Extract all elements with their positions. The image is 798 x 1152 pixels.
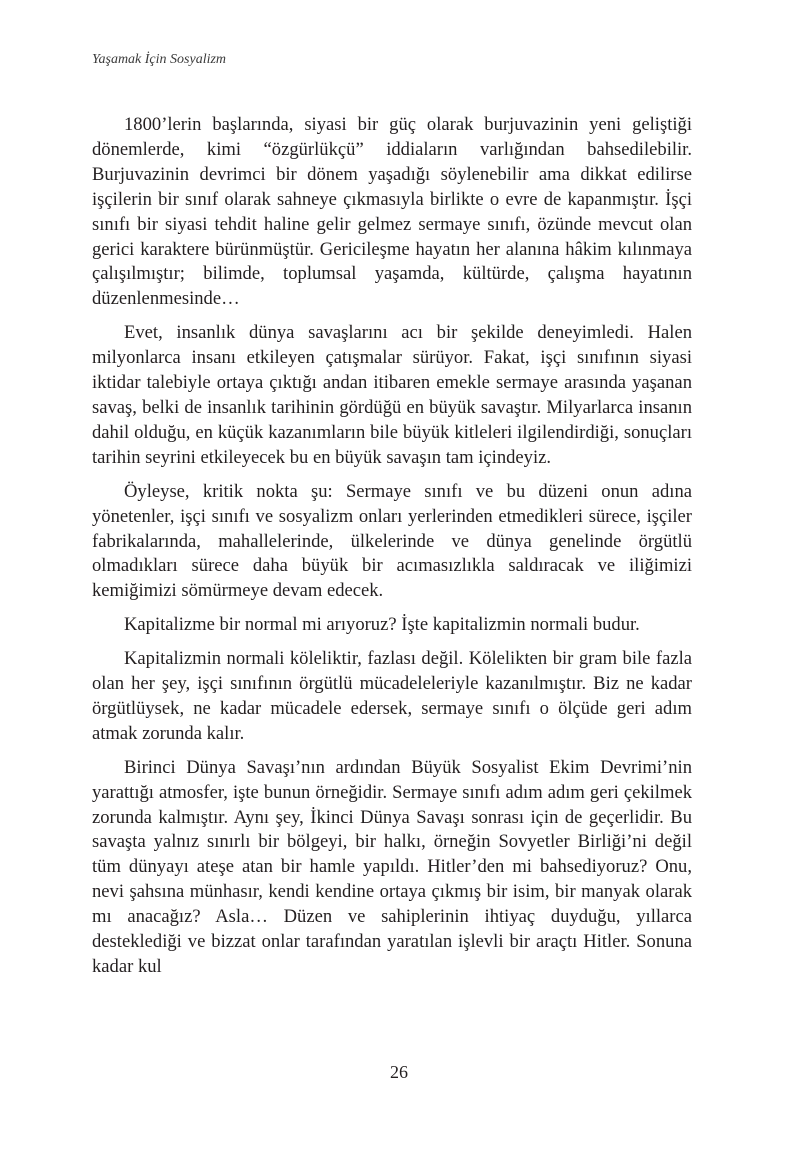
body-text	[92, 113, 692, 989]
paragraph-1: 1800’lerin başlarında, siyasi bir güç olarak burjuvazinin yeni geliştiği dönemlerde, kimi “özgürlükçü” iddiaların varlığından bahsedilebilir. Burjuvazinin devrimci bir dönem yaşadığı söylenebilir ama dikkat edilirse işçilerin bir sınıf olarak sahneye çıkmasıyla birlikte o evre de kapanmıştır. İşçi sınıfı bir siyasi tehdit haline gelir gelmez sermaye sınıfı, özünde mevcut olan gerici karaktere bürünmüştür. Gericileşme hayatın her alanına hâkim kılınmaya çalışılmıştır; bilimde, toplumsal yaşamda, kültürde, çalışma hayatının düzenlenmesinde…	[92, 114, 692, 310]
paragraph-2: Evet, insanlık dünya savaşlarını acı bir şekilde deneyimledi. Halen milyonlarca insanı etkileyen çatışmalar sürüyor. Fakat, işçi sınıfının siyasi iktidar talebiyle ortaya çıktığı andan itibaren emekle sermaye arasında yaşanan savaş, belki de insanlık tarihinin gördüğü en büyük savaştır. Milyarlarca insanın dahil olduğu, en küçük kazanımların bile büyük kitleleri ilgilendirdiği, sonuçları tarihin seyrini etkileyecek bu en büyük savaşın tam içindeyiz.	[92, 322, 692, 468]
paragraph-3: Öyleyse, kritik nokta şu: Sermaye sınıfı ve bu düzeni onun adına yönetenler, işçi sınıfı ve sosyalizm onları yerlerinden etmedikleri sürece, işçiler fabrikalarında, mahallelerinde, ülkelerinde ve dünya genelinde örgütlü olmadıkları sürece daha büyük bir acımasızlıkla saldıracak ve iliğimizi kemiğimizi sömürmeye devam edecek.	[92, 480, 692, 602]
paragraph-6: Birinci Dünya Savaşı’nın ardından Büyük Sosyalist Ekim Devrimi’nin yarattığı atmosfer, işte bunun örneğidir. Sermaye sınıfı adım adım geri çekilmek zorunda kalmıştır. Aynı şey, İkinci Dünya Savaşı sonrası için de geçerlidir. Bu savaşta yalnız sınırlı bir bölgeyi, bir halkı, örneğin Sovyetler Birliği’ni değil tüm dünyayı ateşe atan bir hamle yapıldı. Hitler’den mi bahsediyoruz? Onu, nevi şahsına münhasır, kendi kendine ortaya çıkmış bir isim, bir manyak olarak mı anacağız? Asla… Düzen ve sahiplerinin ihtiyaç duyduğu, yıllarca desteklediği ve bizzat onlar tarafından yaratılan işlevli bir araçtı Hitler. Sonuna kadar kul	[92, 756, 692, 977]
paragraph-4: Kapitalizme bir normal mi arıyoruz? İşte kapitalizmin normali budur.	[124, 614, 640, 636]
paragraph-5: Kapitalizmin normali köleliktir, fazlası değil. Kölelikten bir gram bile fazla olan her şey, işçi sınıfının örgütlü mücadeleleriyle kazanılmıştır. Biz ne kadar örgütlüysek, ne kadar mücadele edersek, sermaye sınıfı o ölçüde geri adım atmak zorunda kalır.	[92, 648, 692, 744]
running-header: Yaşamak İçin Sosyalizm	[92, 52, 227, 67]
page-number: 26	[390, 1062, 408, 1082]
